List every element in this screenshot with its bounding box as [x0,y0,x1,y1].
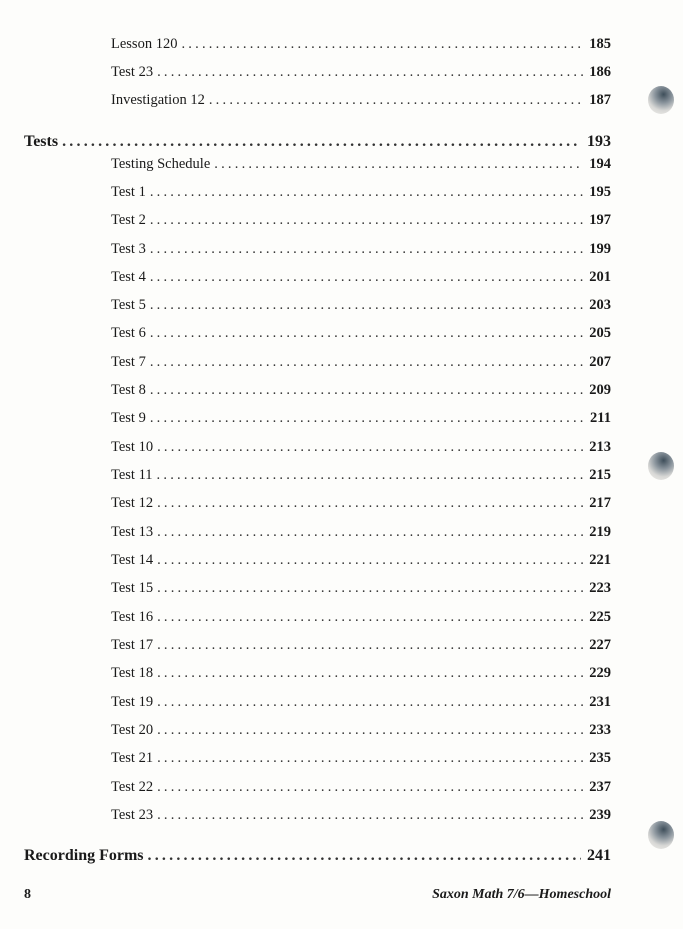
toc-entry [111,636,611,654]
entry-label: Test 23 [111,64,154,80]
entry-label: Recording Forms [24,847,144,864]
leader-dots [157,579,583,597]
entry-page: 209 [589,382,611,398]
entry-label: Test 7 [111,354,146,370]
entry-label: Test 10 [111,439,154,455]
page-number: 8 [24,887,31,902]
entry-page: 221 [589,552,611,568]
entry-label: Test 20 [111,722,154,738]
toc-entry [111,353,611,371]
entry-label: Test 21 [111,750,154,766]
entry-label: Test 9 [111,410,146,426]
toc-entry [111,778,611,796]
toc-entry [111,749,611,767]
toc-entry [111,579,611,597]
leader-dots [150,268,583,286]
leader-dots [157,523,583,541]
leader-dots [150,409,584,427]
toc-entry [111,35,611,53]
entry-page: 194 [589,156,611,172]
entry-page: 213 [589,439,611,455]
entry-page: 197 [589,212,611,228]
entry-label: Test 12 [111,495,154,511]
entry-page: 217 [589,495,611,511]
entry-page: 186 [589,64,611,80]
toc-entry [111,409,611,427]
entry-page: 193 [587,133,611,150]
leader-dots [157,466,584,484]
leader-dots [157,438,583,456]
toc-section-entry [24,847,611,865]
leader-dots [157,693,583,711]
entry-page: 235 [589,750,611,766]
leader-dots [157,721,583,739]
entry-label: Test 2 [111,212,146,228]
entry-label: Test 19 [111,694,154,710]
entry-page: 223 [589,580,611,596]
leader-dots [157,636,583,654]
entry-page: 201 [589,269,611,285]
toc-entry [111,693,611,711]
leader-dots [150,324,583,342]
leader-dots [150,211,583,229]
leader-dots [157,664,583,682]
toc-entry [111,63,611,81]
leader-dots [62,133,581,151]
toc-entry [111,296,611,314]
entry-label: Lesson 120 [111,36,178,52]
toc-entry [111,806,611,824]
toc-entry [111,608,611,626]
leader-dots [148,847,581,865]
toc-entry [111,268,611,286]
entry-label: Test 6 [111,325,146,341]
leader-dots [181,35,583,53]
toc-section-entry [24,133,611,151]
entry-label: Test 22 [111,779,154,795]
entry-page: 185 [589,36,611,52]
entry-page: 239 [589,807,611,823]
entry-page: 203 [589,297,611,313]
entry-page: 229 [589,665,611,681]
entry-label: Test 23 [111,807,154,823]
entry-page: 215 [589,467,611,483]
entry-page: 225 [589,609,611,625]
punch-hole [648,86,674,114]
toc-entry [111,324,611,342]
entry-label: Test 11 [111,467,153,483]
entry-page: 219 [589,524,611,540]
entry-label: Test 4 [111,269,146,285]
toc-entry [111,183,611,201]
leader-dots [157,551,583,569]
entry-page: 237 [589,779,611,795]
entry-page: 241 [587,847,611,864]
leader-dots [150,240,583,258]
entry-page: 227 [589,637,611,653]
toc-entry [111,664,611,682]
punch-hole [648,452,674,480]
entry-page: 211 [590,410,611,426]
toc-entry [111,211,611,229]
leader-dots [150,296,583,314]
toc-entry [111,155,611,173]
toc-entry [111,551,611,569]
entry-label: Test 18 [111,665,154,681]
entry-page: 205 [589,325,611,341]
leader-dots [157,749,583,767]
entry-page: 187 [589,92,611,108]
book-title: Saxon Math 7/6—Homeschool [432,887,611,902]
entry-page: 233 [589,722,611,738]
leader-dots [157,608,583,626]
entry-page: 231 [589,694,611,710]
leader-dots [157,63,583,81]
entry-page: 195 [589,184,611,200]
toc-entry [111,494,611,512]
leader-dots [214,155,583,173]
entry-page: 199 [589,241,611,257]
entry-label: Test 16 [111,609,154,625]
toc-entry [111,721,611,739]
entry-page: 207 [589,354,611,370]
punch-hole [648,821,674,849]
entry-label: Test 15 [111,580,154,596]
entry-label: Test 3 [111,241,146,257]
entry-label: Test 1 [111,184,146,200]
entry-label: Test 8 [111,382,146,398]
entry-label: Test 5 [111,297,146,313]
leader-dots [150,183,583,201]
toc-entry [111,91,611,109]
leader-dots [157,494,583,512]
toc-entry [111,240,611,258]
toc-entry [111,381,611,399]
entry-label: Test 13 [111,524,154,540]
leader-dots [209,91,583,109]
entry-label: Tests [24,133,59,150]
leader-dots [157,778,583,796]
entry-label: Test 17 [111,637,154,653]
leader-dots [150,353,583,371]
toc-entry [111,523,611,541]
leader-dots [157,806,583,824]
toc-entry [111,438,611,456]
toc-entry [111,466,611,484]
leader-dots [150,381,583,399]
entry-label: Testing Schedule [111,156,211,172]
entry-label: Test 14 [111,552,154,568]
entry-label: Investigation 12 [111,92,205,108]
